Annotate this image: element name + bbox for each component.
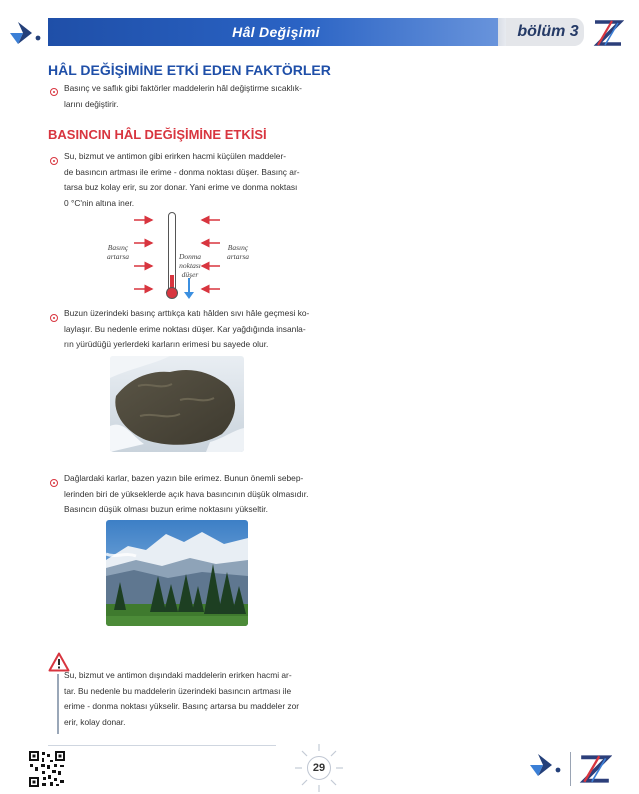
paragraph-factors: Basınç ve saflık gibi faktörler maddelerin hâl değiştirme sıcaklık- larını değiştirir. bbox=[64, 83, 302, 109]
footer-divider bbox=[48, 745, 276, 746]
section-heading-pressure: BASINCIN HÂL DEĞİŞİMİNE ETKİSİ bbox=[48, 127, 267, 142]
chapter-label: bölüm 3 bbox=[517, 23, 579, 40]
footer-logo-divider bbox=[570, 752, 571, 786]
warning-note: Su, bizmut ve antimon dışındaki maddelerin erirken hacmi ar- tar. Bu nedenle bu maddelerin üzerindeki basıncın artması ile erime - donma noktası yükselir. Basınç artarsa bu maddeler zor erir, kolay donar. bbox=[64, 670, 300, 727]
bullet-icon bbox=[50, 479, 58, 487]
freezing-point-label: Donma noktası düşer bbox=[178, 252, 202, 279]
page-title: Hâl Değişimi bbox=[232, 24, 320, 40]
publisher-arrow-logo-icon bbox=[528, 752, 564, 778]
z-letter-logo-icon bbox=[592, 18, 624, 48]
publisher-arrow-logo-icon bbox=[8, 20, 44, 46]
paragraph-pressure-1: Su, bizmut ve antimon gibi erirken hacmi küçülen maddeler- de basıncın artması ile erime - donma noktası düşer. Basınç ar- tarsa buz kolay erir, su zor donar. Yani erime ve donma noktası 0 °C'nin altına iner. bbox=[64, 151, 300, 208]
section-heading-factors: HÂL DEĞİŞİMİNE ETKİ EDEN FAKTÖRLER bbox=[48, 62, 331, 78]
bullet-icon bbox=[50, 314, 58, 322]
z-letter-logo-icon bbox=[578, 752, 612, 786]
right-pressure-label: Basınç artarsa bbox=[226, 243, 250, 261]
melting-snow-photo bbox=[110, 356, 244, 452]
down-arrow-icon bbox=[183, 278, 195, 300]
paragraph-pressure-3: Dağlardaki karlar, bazen yazın bile erimez. Bunun önemli sebep- lerinden biri de yükseklerde açık hava basıncının düşük olmasıdır. Basıncın düşük olması buzun erime noktasını yükseltir. bbox=[64, 473, 309, 514]
page-number: 29 bbox=[307, 756, 331, 780]
bullet-icon bbox=[50, 157, 58, 165]
bullet-icon bbox=[50, 88, 58, 96]
snowy-mountain-photo bbox=[106, 520, 248, 626]
warning-side-line bbox=[57, 674, 59, 734]
thermometer-bulb bbox=[166, 287, 178, 299]
left-pressure-label: Basınç artarsa bbox=[106, 243, 130, 261]
paragraph-pressure-2: Buzun üzerindeki basınç arttıkça katı hâlden sıvı hâle geçmesi ko- laylaşır. Bu nedenle erime noktası düşer. Kar yağdığında insanla- rın yürüdüğü yerlerdeki karların erimesi bu sayede olur. bbox=[64, 308, 310, 349]
qr-code-icon bbox=[28, 750, 66, 788]
